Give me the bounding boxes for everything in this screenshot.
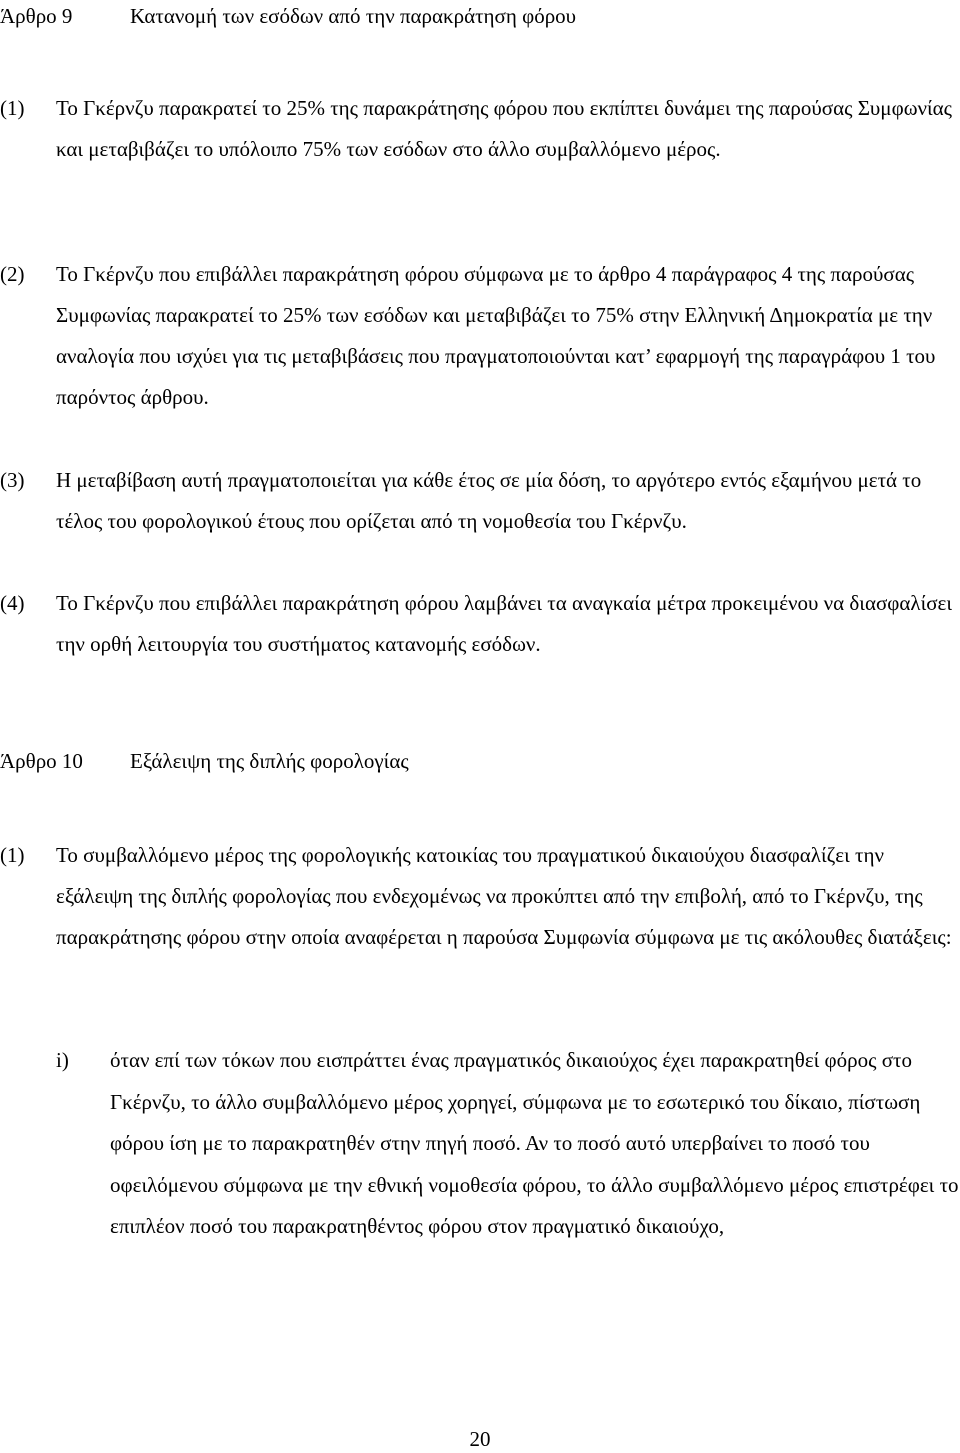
paragraph-number: (3) (0, 468, 25, 492)
article-10-paragraph-1 (0, 835, 960, 958)
page-number: 20 (469, 1427, 491, 1451)
paragraph-text: Η μεταβίβαση αυτή πραγματοποιείται για κάθε έτος σε μία δόση, το αργότερο εντός εξαμήνου μετά το τέλος του φορολογικού έτους που ορίζεται από τη νομοθεσία του Γκέρνζυ. (56, 468, 922, 533)
article-9-title: Κατανομή των εσόδων από την παρακράτηση φόρου (130, 4, 577, 28)
subitem-text: όταν επί των τόκων που εισπράττει ένας πραγματικός δικαιούχος έχει παρακρατηθεί φόρος στο Γκέρνζυ, το άλλο συμβαλλόμενο μέρος χορηγεί, σύμφωνα με το εσωτερικό του δίκαιο, πίστωση φόρου ίση με το παρακρατηθέν στην πηγή ποσό. Αν το ποσό αυτό υπερβαίνει το ποσό του οφειλόμενου σύμφωνα με την εθνική νομοθεσία φόρου, το άλλο συμβαλλόμενο μέρος επιστρέφει το επιπλέον ποσό του παρακρατηθέντος φόρου στον πραγματικό δικαιούχο, (110, 1048, 959, 1238)
subitem-number: i) (56, 1048, 69, 1072)
paragraph-number: (2) (0, 262, 25, 286)
paragraph-text: Το συμβαλλόμενο μέρος της φορολογικής κατοικίας του πραγματικού δικαιούχου διασφαλίζει την εξάλειψη της διπλής φορολογίας που ενδεχομένως να προκύπτει από την επιβολή, από το Γκέρνζυ, της παρακράτησης φόρου στην οποία αναφέρεται η παρούσα Συμφωνία σύμφωνα με τις ακόλουθες διατάξεις: (56, 843, 952, 949)
article-9-number: Άρθρο 9 (0, 4, 73, 28)
article-10-number: Άρθρο 10 (0, 749, 83, 773)
article-10-subitem-i (0, 1040, 960, 1248)
article-9-paragraph-3 (0, 460, 960, 542)
article-9-paragraph-2 (0, 254, 960, 418)
article-9-paragraph-4 (0, 583, 960, 665)
paragraph-number: (1) (0, 843, 25, 867)
paragraph-text: Το Γκέρνζυ παρακρατεί το 25% της παρακράτησης φόρου που εκπίπτει δυνάμει της παρούσας Συμφωνίας και μεταβιβάζει το υπόλοιπο 75% των εσόδων στο άλλο συμβαλλόμενο μέρος. (56, 96, 952, 161)
paragraph-number: (4) (0, 591, 25, 615)
article-9-heading (0, 2, 576, 30)
article-9-paragraph-1 (0, 88, 960, 170)
article-10-title: Εξάλειψη της διπλής φορολογίας (130, 749, 409, 773)
paragraph-text: Το Γκέρνζυ που επιβάλλει παρακράτηση φόρου σύμφωνα με το άρθρο 4 παράγραφος 4 της παρούσας Συμφωνίας παρακρατεί το 25% των εσόδων και μεταβιβάζει το 75% στην Ελληνική Δημοκρατία με την αναλογία που ισχύει για τις μεταβιβάσεις που πραγματοποιούνται κατ’ εφαρμογή της παραγράφου 1 του παρόντος άρθρου. (56, 262, 936, 409)
paragraph-number: (1) (0, 96, 25, 120)
article-10-heading (0, 747, 409, 775)
paragraph-text: Το Γκέρνζυ που επιβάλλει παρακράτηση φόρου λαμβάνει τα αναγκαία μέτρα προκειμένου να διασφαλίσει την ορθή λειτουργία του συστήματος κατανομής εσόδων. (56, 591, 953, 656)
